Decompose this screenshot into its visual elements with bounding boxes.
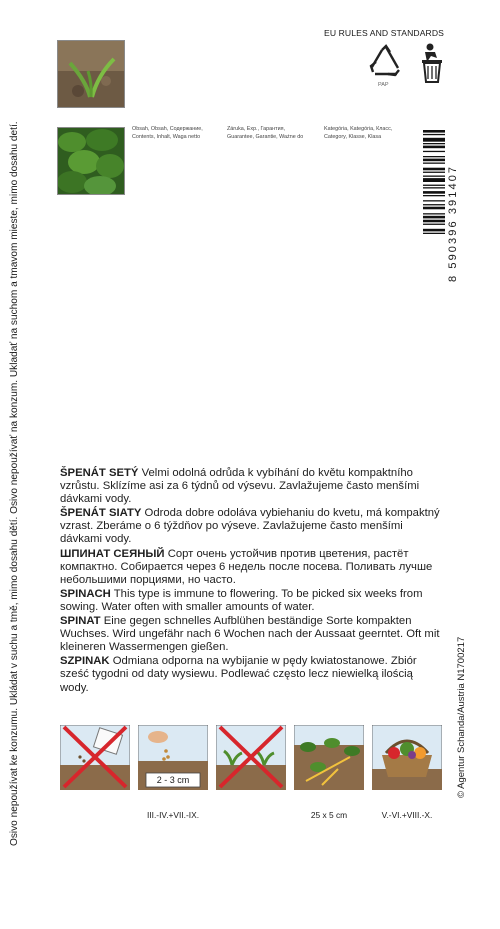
description-block (60, 467, 440, 696)
recycle-icon (368, 44, 404, 80)
contents-label-2: Contents, Inhalt, Waga netto (132, 134, 201, 140)
contents-label: Obsah, Obsah, Содержание, (132, 126, 203, 132)
description-ru (60, 548, 440, 587)
variety-text-pl: Odmiana odporna na wybijanie w pędy kwiatostanowe. Zbiór sześć tygodni od daty wysiewu. Podlewać często lecz niewielką ilością wody. (60, 655, 417, 694)
variety-name-de: SPINAT (60, 615, 101, 628)
description-en (60, 588, 440, 614)
variety-name-ru: ШПИНАТ СЕЯНЫЙ (60, 547, 165, 560)
guarantee-label: Záruka, Exp., Гарантия, (227, 126, 286, 132)
copyright-text: © Agentur Schanda/Austria N1700217 (456, 636, 467, 798)
barcode-number: 8 590396 391407 (447, 164, 459, 282)
variety-name-pl: SZPINAK (60, 655, 110, 668)
variety-text-de: Eine gegen schnelles Aufblühen beständige Sorte kompakten Wuchses. Wird ungefähr nach 6 Wochen nach der Aussaat geerntet. Oft mit kleineren Wassermengen gießen. (60, 615, 440, 654)
side-warning-line: Osivo nepoužívat ke konzumu. Ukládat v suchu a tmě, mimo dosahu dětí. Osivo nepoužívať na konzum. Ukladať na suchom a tmavom mieste, mimo dosahu detí. (9, 121, 20, 846)
category-label: Kategória, Kategória, Класс, (324, 126, 393, 132)
description-pl (60, 655, 440, 694)
variety-text-sk: Odroda dobre odoláva vybiehaniu do kvetu, má kompaktný vzrast. Zberáme o 6 týždňov po výseve. Zavlažujeme často menšími dávkami vody. (60, 507, 440, 546)
variety-name-cz: ŠPENÁT SETÝ (60, 467, 139, 479)
sowing-depth-label: 2 - 3 cm (156, 775, 190, 785)
panel-harvest (372, 725, 442, 790)
variety-text-cz: Velmi odolná odrůda k vybíhání do květu kompaktního vzrůstu. Sklízíme asi za 6 týdnů od výsevu. Zavlažujeme často menšími dávkami vody. (60, 467, 420, 506)
seedling-photo (57, 40, 125, 108)
description-de (60, 615, 440, 654)
variety-text-en: This type is immune to flowering. To be picked six weeks from sowing. Water often with smaller amounts of water. (60, 587, 423, 613)
variety-name-en: SPINACH (60, 587, 111, 600)
instruction-panels (60, 725, 440, 825)
description-sk (60, 507, 440, 546)
panel-no-seedlings (60, 725, 130, 790)
plant-spacing: 25 x 5 cm (310, 810, 348, 820)
description-cz (60, 467, 440, 506)
spinach-leaves-photo (57, 127, 125, 195)
guarantee-label-2: Guarantee, Garantie, Ważne do (227, 134, 304, 140)
category-label-2: Category, Klasse, Klasa (324, 134, 382, 140)
bin-disposal-icon (413, 42, 451, 86)
pap-label: PAP (378, 82, 389, 88)
sowing-months: III.-IV.+VII.-IX. (146, 810, 200, 820)
variety-name-sk: ŠPENÁT SIATY (60, 507, 142, 520)
side-warning-text (4, 76, 50, 846)
panel-no-transplant (216, 725, 286, 790)
panel-plant-spacing (294, 725, 364, 790)
panel-sowing-depth (138, 725, 208, 790)
harvest-months: V.-VI.+VIII.-X. (381, 810, 433, 820)
variety-text-ru: Сорт очень устойчив против цветения, растёт компактно. Собирается через 6 недель после посева. Поливать лучше небольшими порциями, но часто. (60, 547, 433, 586)
eu-rules-title: EU RULES AND STANDARDS (324, 28, 444, 38)
